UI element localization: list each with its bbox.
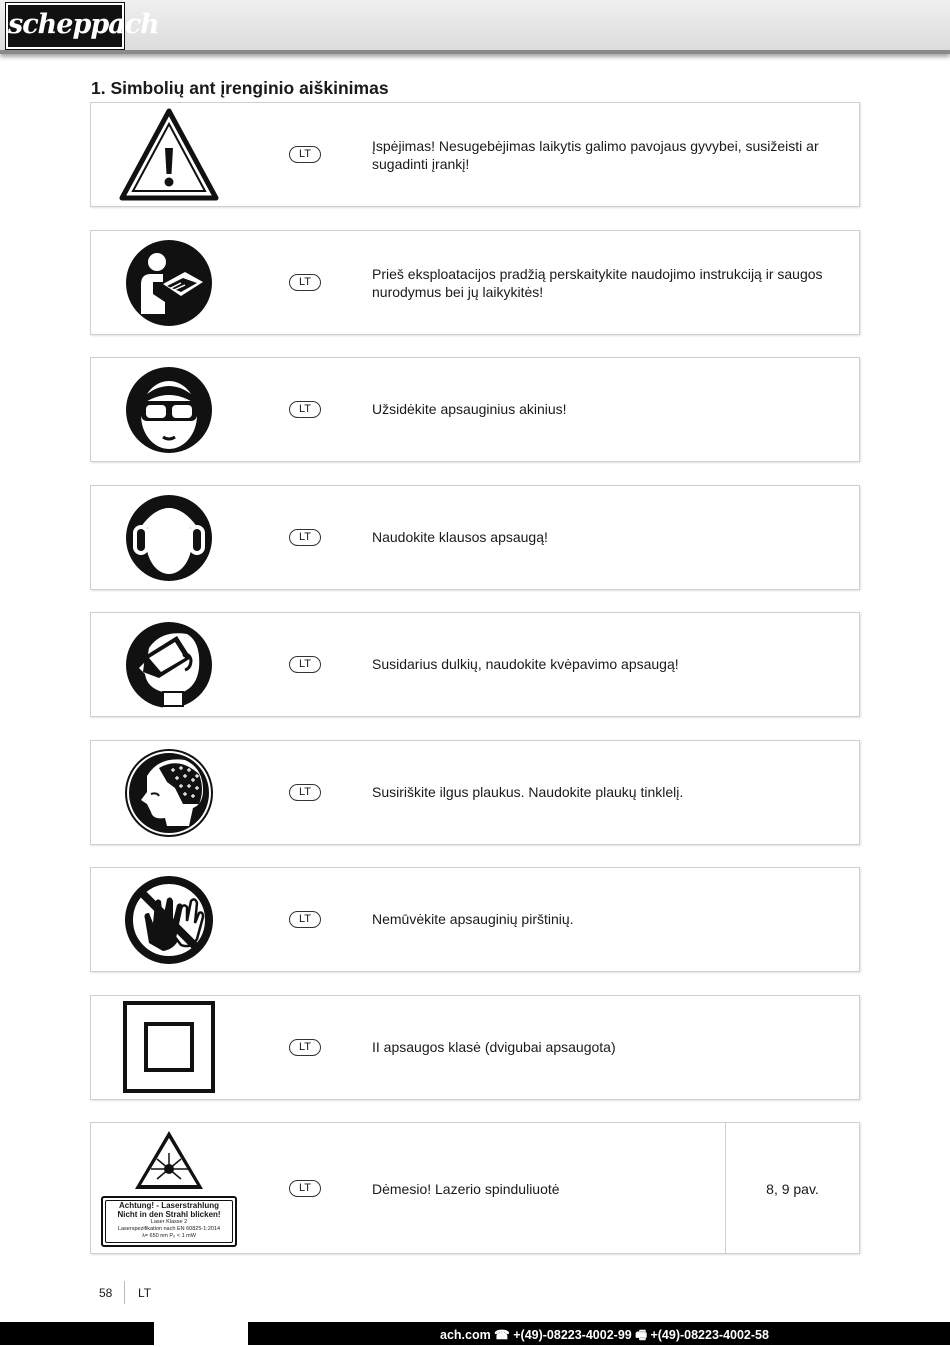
symbol-description: II apsaugos klasė (dvigubai apsaugota) xyxy=(372,1039,616,1055)
safety-goggles-icon xyxy=(119,363,219,457)
laser-warning-icon xyxy=(133,1129,205,1191)
language-badge: LT xyxy=(289,401,321,418)
respirator-icon xyxy=(119,618,219,712)
language-badge: LT xyxy=(289,146,321,163)
symbol-description: Prieš eksploatacijos pradžią perskaitykite naudojimo instrukciją ir saugos nurodymus bei jų laikykitės! xyxy=(372,266,823,300)
ear-protection-icon xyxy=(119,491,219,585)
symbol-description: Naudokite klausos apsaugą! xyxy=(372,529,548,545)
page-number: 58 xyxy=(99,1286,113,1300)
page-header xyxy=(0,0,950,54)
symbol-row xyxy=(90,995,860,1100)
symbol-row xyxy=(90,485,860,590)
symbol-row xyxy=(90,1122,860,1254)
figure-reference: 8, 9 pav. xyxy=(766,1181,819,1197)
symbol-description: Užsidėkite apsauginius akinius! xyxy=(372,401,567,417)
symbol-description: Nemūvėkite apsauginių pirštinių. xyxy=(372,911,574,927)
footer-divider xyxy=(124,1281,125,1304)
laser-info-label xyxy=(101,1196,237,1247)
language-badge: LT xyxy=(289,911,321,928)
protection-class-ii-icon xyxy=(119,1001,219,1095)
laser-label-line4: Laserspezifikation nach EN 60825-1:2014 xyxy=(117,1226,221,1232)
symbol-row xyxy=(90,357,860,462)
footer-language: LT xyxy=(138,1286,152,1300)
no-gloves-icon xyxy=(119,873,219,967)
symbol-row xyxy=(90,867,860,972)
warning-triangle-icon xyxy=(119,108,219,202)
symbol-description: Susiriškite ilgus plaukus. Naudokite plaukų tinklelį. xyxy=(372,784,684,800)
symbol-description: Įspėjimas! Nesugebėjimas laikytis galimo pavojaus gyvybei, susižeisti ar sugadinti įrankį! xyxy=(372,138,819,172)
symbol-description: Dėmesio! Lazerio spinduliuotė xyxy=(372,1181,560,1197)
laser-label-line5: λ= 650 nm P₀ < 1 mW xyxy=(142,1233,196,1239)
symbol-description: Susidarius dulkių, naudokite kvėpavimo apsaugą! xyxy=(372,656,679,672)
contact-bar xyxy=(0,1322,950,1345)
symbol-row xyxy=(90,230,860,335)
laser-label-line3: Laser Klasse 2 xyxy=(150,1219,188,1225)
hair-net-icon xyxy=(119,746,219,840)
laser-label-line2: Nicht in den Strahl blicken! xyxy=(117,1210,221,1219)
contact-bar-gap xyxy=(154,1322,248,1345)
language-badge: LT xyxy=(289,274,321,291)
language-badge: LT xyxy=(289,1180,321,1197)
brand-logo: scheppach xyxy=(6,3,124,49)
symbol-row xyxy=(90,612,860,717)
read-manual-icon xyxy=(119,236,219,330)
symbol-row xyxy=(90,102,860,207)
contact-info: ach.com ☎ +(49)-08223-4002-99 🖷 +(49)-08223-4002-58 xyxy=(440,1328,769,1342)
language-badge: LT xyxy=(289,784,321,801)
symbol-row xyxy=(90,740,860,845)
language-badge: LT xyxy=(289,529,321,546)
section-title: 1. Simbolių ant įrenginio aiškinimas xyxy=(91,78,389,98)
language-badge: LT xyxy=(289,656,321,673)
language-badge: LT xyxy=(289,1039,321,1056)
laser-label-line1: Achtung! - Laserstrahlung xyxy=(118,1201,219,1210)
